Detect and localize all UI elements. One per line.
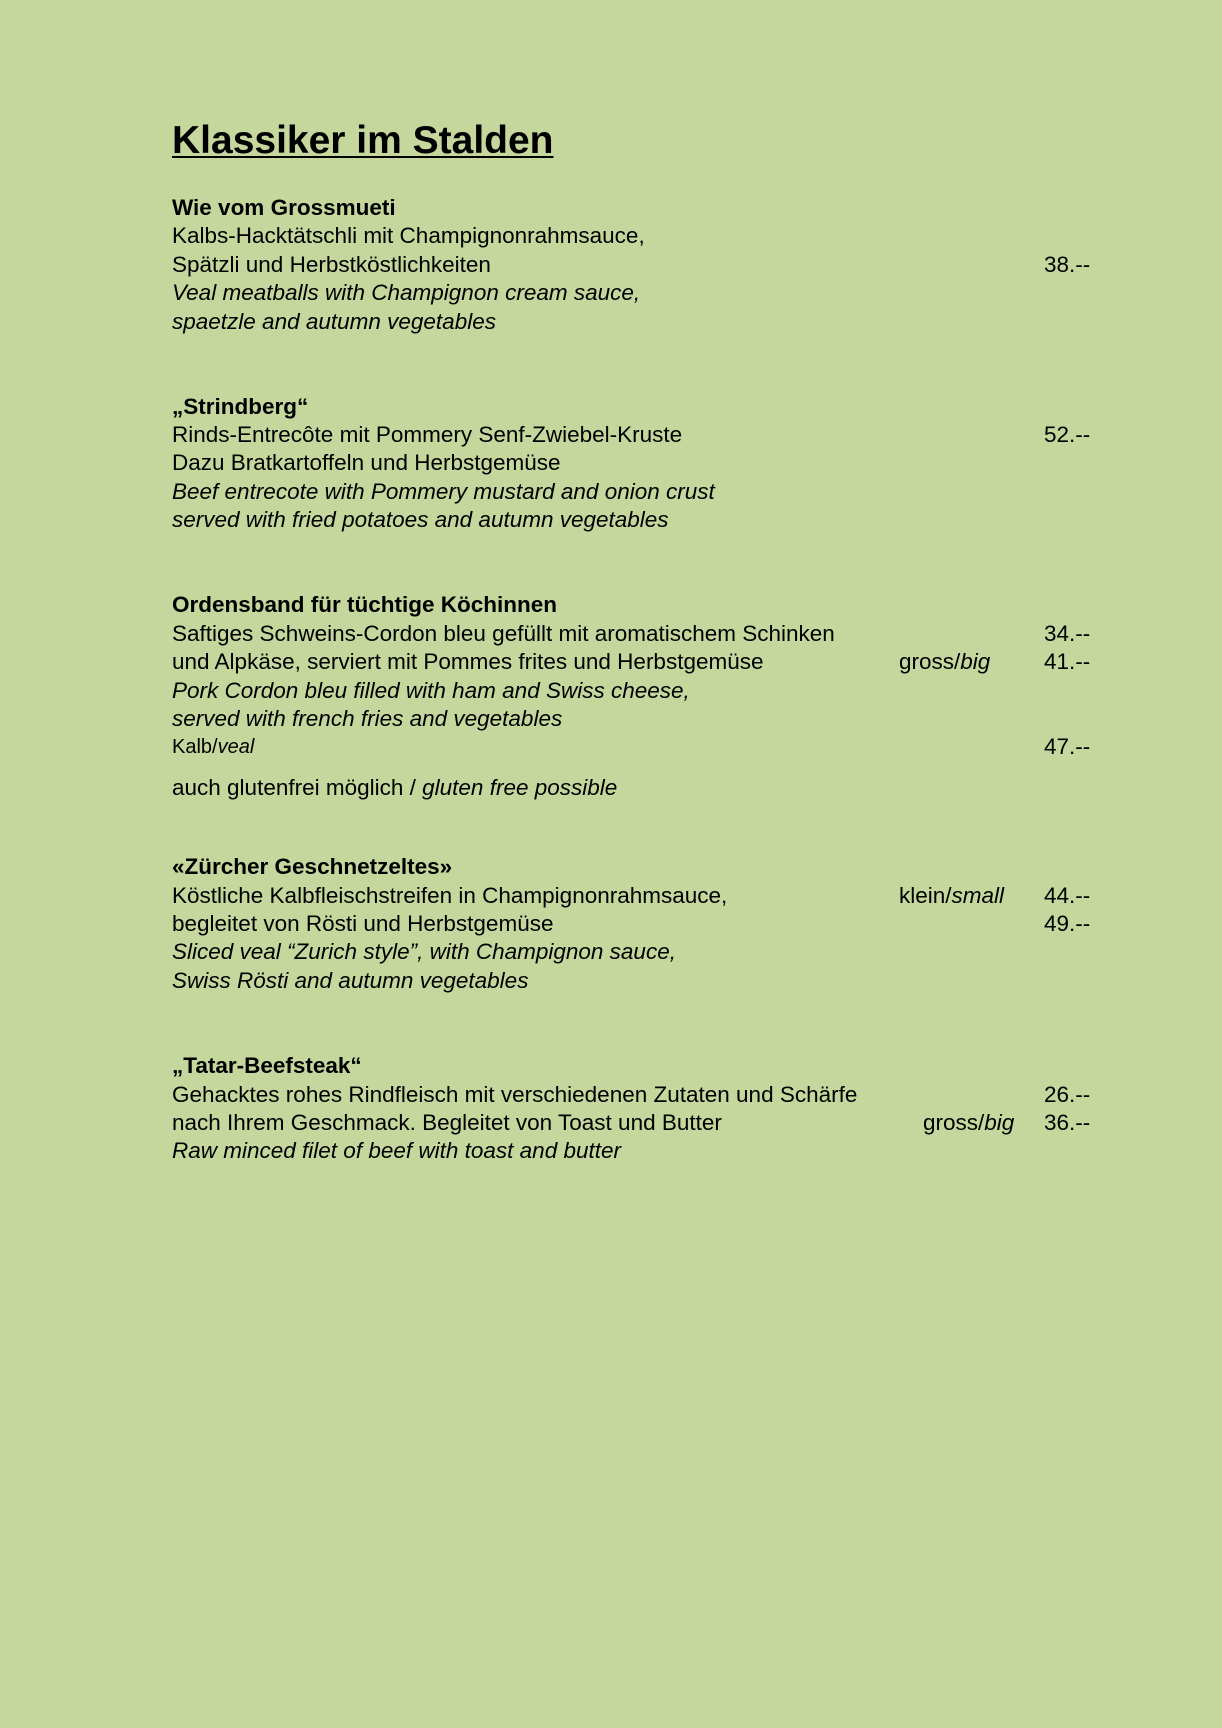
dish-description-en: Swiss Rösti and autumn vegetables (172, 968, 529, 993)
dish-description: nach Ihrem Geschmack. Begleitet von Toast und Butter (172, 1110, 722, 1135)
dish-description: Kalbs-Hacktätschli mit Champignonrahmsauce, (172, 223, 645, 248)
dish-description: Spätzli und Herbstköstlichkeiten (172, 252, 491, 277)
dish-price-big: 36.-- (1044, 1110, 1091, 1135)
dish-name: «Zürcher Geschnetzeltes» (172, 854, 453, 879)
dish-description-en: Pork Cordon bleu filled with ham and Swiss cheese, (172, 678, 690, 703)
dish-price: 38.-- (1044, 252, 1091, 277)
dish-description-en: Veal meatballs with Champignon cream sauce, (172, 280, 641, 305)
dish-description: Köstliche Kalbfleischstreifen in Champignonrahmsauce, (172, 883, 728, 908)
dish-description-en: served with french fries and vegetables (172, 706, 563, 731)
dish-price: 34.-- (1044, 621, 1091, 646)
dish-description-en: Beef entrecote with Pommery mustard and onion crust (172, 479, 715, 504)
dish-description: begleitet von Rösti und Herbstgemüse (172, 911, 554, 936)
dish-name: Wie vom Grossmueti (172, 195, 396, 220)
dish-name: „Tatar-Beefsteak“ (172, 1053, 362, 1078)
dish-name: Ordensband für tüchtige Köchinnen (172, 592, 558, 617)
dish-variant: Kalb/veal (172, 736, 255, 758)
dish-description: Saftiges Schweins-Cordon bleu gefüllt mit aromatischem Schinken (172, 621, 835, 646)
dish-description: Dazu Bratkartoffeln und Herbstgemüse (172, 450, 561, 475)
dish-note: auch glutenfrei möglich / gluten free possible (172, 775, 618, 800)
dish-description: Rinds-Entrecôte mit Pommery Senf-Zwiebel-Kruste (172, 422, 683, 447)
dish-description-en: Raw minced filet of beef with toast and butter (172, 1138, 621, 1163)
portion-size-label: gross/big (899, 649, 991, 674)
dish-description: und Alpkäse, serviert mit Pommes frites und Herbstgemüse (172, 649, 764, 674)
dish-price: 49.-- (1044, 911, 1091, 936)
dish-price-small: 44.-- (1044, 883, 1091, 908)
page-title: Klassiker im Stalden (172, 119, 554, 162)
dish-description-en: served with fried potatoes and autumn vegetables (172, 507, 669, 532)
dish-description-en: spaetzle and autumn vegetables (172, 309, 496, 334)
dish-name: „Strindberg“ (172, 394, 309, 419)
dish-description-en: Sliced veal “Zurich style”, with Champignon sauce, (172, 939, 676, 964)
dish-variant-price: 47.-- (1044, 734, 1091, 759)
portion-size-label: klein/small (899, 883, 1005, 908)
dish-description: Gehacktes rohes Rindfleisch mit verschiedenen Zutaten und Schärfe (172, 1082, 858, 1107)
portion-size-label: gross/big (923, 1110, 1015, 1135)
dish-price: 52.-- (1044, 422, 1091, 447)
dish-price-big: 41.-- (1044, 649, 1091, 674)
dish-price: 26.-- (1044, 1082, 1091, 1107)
